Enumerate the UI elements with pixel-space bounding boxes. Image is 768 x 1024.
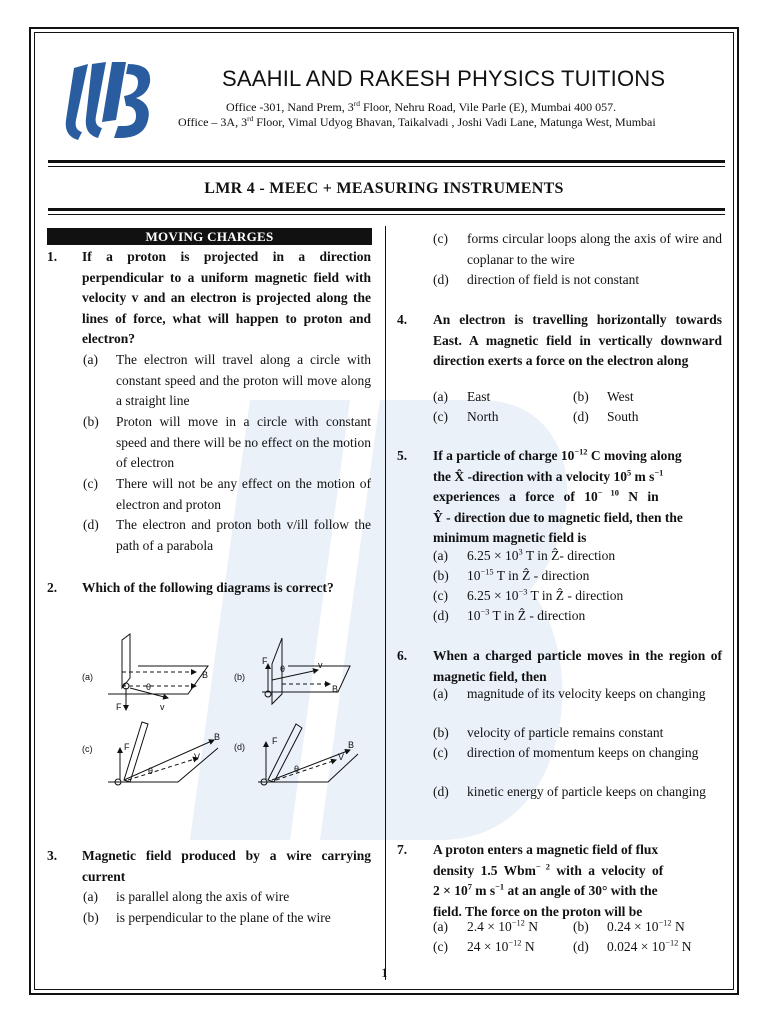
institute-name: SAAHIL AND RAKESH PHYSICS TUITIONS <box>222 66 666 91</box>
force-diagrams-figure <box>68 632 370 802</box>
office-address-1: Office -301, Nand Prem, 3rd Floor, Nehru Road, Vile Parle (E), Mumbai 400 057. <box>226 99 617 114</box>
question-3 <box>47 846 372 888</box>
svg-text:B: B <box>332 684 339 694</box>
svg-text:θ: θ <box>146 682 152 692</box>
question-number: 1. <box>47 249 58 264</box>
svg-text:B: B <box>348 740 355 750</box>
question-stem: If a particle of charge $10^{-12}$ C moving along the X̂ -direction with a velocity $10^5$ m $s^{-1}$ experiences a force of $10^{- 10}$ N in Ŷ - direction due to magnetic field, then the minimum magnetic field is <box>433 447 683 545</box>
svg-text:B: B <box>214 732 221 742</box>
document-title: LMR 4 - MEEC + MEASURING INSTRUMENTS <box>204 180 564 197</box>
svg-text:θ: θ <box>148 766 154 776</box>
question-number: 4. <box>397 312 408 327</box>
svg-text:F: F <box>262 656 268 666</box>
question-2 <box>47 578 372 599</box>
question-stem: Which of the following diagrams is correct? <box>82 580 334 595</box>
question-stem: A proton enters a magnetic field of flux density 1.5 Wbm$^{- 2}$ with a velocity of $2 \times 10^7$ m $s^{-1}$ at an angle of 30° with the field. The force on the proton will be <box>433 842 664 919</box>
svg-text:F: F <box>124 742 130 752</box>
header-divider-thin <box>48 166 725 167</box>
question-stem: Magnetic field produced by a wire carrying current <box>82 848 371 884</box>
question-number: 3. <box>47 848 58 863</box>
question-stem: An electron is travelling horizontally towards East. A magnetic field in vertically downward direction exerts a force on the electron along <box>433 312 722 368</box>
question-number: 2. <box>47 580 58 595</box>
diagram-label-a: (a) <box>82 672 93 682</box>
svg-text:v: v <box>160 702 165 712</box>
question-stem: When a charged particle moves in the region of magnetic field, then <box>433 648 722 684</box>
question-7 <box>397 840 722 922</box>
column-divider <box>385 226 386 980</box>
svg-text:F: F <box>272 736 278 746</box>
svg-text:V: V <box>338 752 345 762</box>
svg-text:v: v <box>318 660 323 670</box>
question-6 <box>397 646 722 688</box>
title-divider <box>48 208 725 211</box>
title-divider-thin <box>48 214 725 215</box>
diagram-label-b: (b) <box>234 672 245 682</box>
svg-text:V: V <box>194 752 201 762</box>
office-address-2: Office – 3A, 3rd Floor, Vimal Udyog Bhavan, Taikalvadi , Joshi Vadi Lane, Matunga West, Mumbai <box>178 114 656 129</box>
svg-text:θ: θ <box>294 764 300 774</box>
svg-text:F: F <box>116 702 122 712</box>
question-4 <box>397 310 722 392</box>
header-divider <box>48 160 725 163</box>
svg-text:B: B <box>202 670 209 680</box>
question-number: 5. <box>397 448 408 463</box>
diagram-label-c: (c) <box>82 744 93 754</box>
question-5 <box>397 446 722 548</box>
section-heading: MOVING CHARGES <box>47 228 372 245</box>
question-stem: If a proton is projected in a direction perpendicular to a uniform magnetic field with velocity v and an electron is projected along the lines of force, what will happen to proton and electron? <box>82 249 371 346</box>
page-number: 1 <box>381 965 388 980</box>
svg-text:θ: θ <box>280 664 286 674</box>
institute-logo-icon <box>62 60 158 142</box>
question-number: 7. <box>397 842 408 857</box>
diagram-label-d: (d) <box>234 742 245 752</box>
question-1 <box>47 247 372 351</box>
question-number: 6. <box>397 648 408 663</box>
